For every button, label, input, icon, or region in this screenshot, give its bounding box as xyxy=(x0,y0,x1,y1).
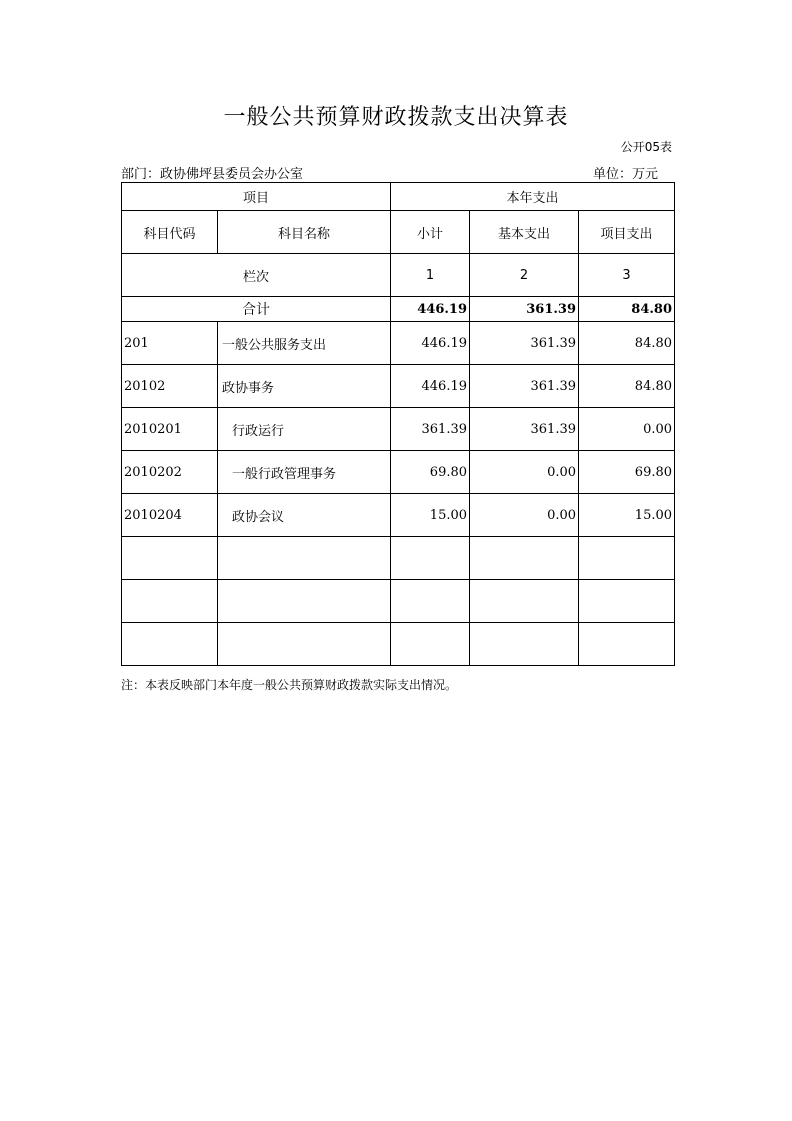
row-name: 一般公共服务支出 xyxy=(218,322,391,365)
header-project-exp: 项目支出 xyxy=(579,211,675,254)
row-basic: 0.00 xyxy=(470,451,579,494)
column-index-3: 3 xyxy=(579,254,675,297)
empty-cell xyxy=(470,537,579,580)
row-basic: 361.39 xyxy=(470,322,579,365)
row-project: 84.80 xyxy=(579,365,675,408)
row-basic: 361.39 xyxy=(470,365,579,408)
table-row xyxy=(122,494,675,537)
empty-cell xyxy=(579,537,675,580)
row-basic: 361.39 xyxy=(470,408,579,451)
column-index-row xyxy=(122,254,675,297)
form-number: 公开05表 xyxy=(620,140,672,154)
row-name: 政协会议 xyxy=(218,494,391,537)
empty-cell xyxy=(391,623,470,666)
header-name: 科目名称 xyxy=(218,211,391,254)
empty-cell xyxy=(218,580,391,623)
header-project: 项目 xyxy=(122,183,391,211)
header-basic: 基本支出 xyxy=(470,211,579,254)
row-code: 2010202 xyxy=(122,451,218,494)
empty-cell xyxy=(218,623,391,666)
unit-label: 单位：万元 xyxy=(592,167,658,182)
empty-row xyxy=(122,537,675,580)
column-index-1: 1 xyxy=(391,254,470,297)
row-subtotal: 446.19 xyxy=(391,365,470,408)
header-code: 科目代码 xyxy=(122,211,218,254)
header-current-year: 本年支出 xyxy=(391,183,675,211)
row-subtotal: 446.19 xyxy=(391,322,470,365)
row-subtotal: 361.39 xyxy=(391,408,470,451)
table-row xyxy=(122,408,675,451)
table-row xyxy=(122,365,675,408)
empty-cell xyxy=(122,623,218,666)
empty-cell xyxy=(470,623,579,666)
header-subtotal: 小计 xyxy=(391,211,470,254)
empty-cell xyxy=(218,537,391,580)
row-project: 15.00 xyxy=(579,494,675,537)
empty-cell xyxy=(122,580,218,623)
empty-cell xyxy=(579,580,675,623)
footnote: 注：本表反映部门本年度一般公共预算财政拨款实际支出情况。 xyxy=(121,678,458,692)
table-row xyxy=(122,451,675,494)
row-subtotal: 69.80 xyxy=(391,451,470,494)
empty-cell xyxy=(391,537,470,580)
row-project: 0.00 xyxy=(579,408,675,451)
row-name: 政协事务 xyxy=(218,365,391,408)
column-index-2: 2 xyxy=(470,254,579,297)
header-row-2 xyxy=(122,211,675,254)
row-basic: 0.00 xyxy=(470,494,579,537)
row-code: 2010201 xyxy=(122,408,218,451)
empty-cell xyxy=(470,580,579,623)
row-project: 84.80 xyxy=(579,322,675,365)
department-label: 部门：政协佛坪县委员会办公室 xyxy=(121,167,304,182)
empty-cell xyxy=(579,623,675,666)
row-code: 2010204 xyxy=(122,494,218,537)
row-code: 20102 xyxy=(122,365,218,408)
empty-cell xyxy=(122,537,218,580)
page-title: 一般公共预算财政拨款支出决算表 xyxy=(223,105,569,130)
total-subtotal: 446.19 xyxy=(391,297,470,322)
empty-cell xyxy=(391,580,470,623)
empty-row xyxy=(122,580,675,623)
row-name: 行政运行 xyxy=(218,408,391,451)
row-code: 201 xyxy=(122,322,218,365)
empty-row xyxy=(122,623,675,666)
table-row xyxy=(122,322,675,365)
row-project: 69.80 xyxy=(579,451,675,494)
header-row-1 xyxy=(122,183,675,211)
total-project: 84.80 xyxy=(579,297,675,322)
total-label: 合计 xyxy=(122,297,391,322)
column-label: 栏次 xyxy=(122,254,391,297)
row-subtotal: 15.00 xyxy=(391,494,470,537)
total-basic: 361.39 xyxy=(470,297,579,322)
row-name: 一般行政管理事务 xyxy=(218,451,391,494)
expenditure-table xyxy=(121,182,675,666)
total-row xyxy=(122,297,675,322)
